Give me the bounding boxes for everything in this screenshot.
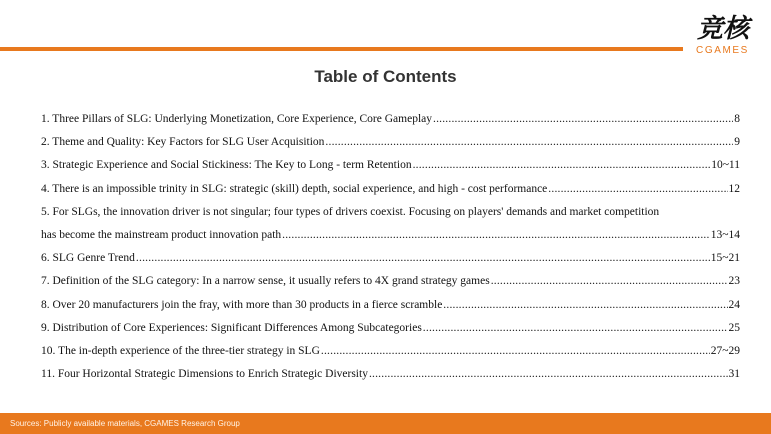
logo-english-text: CGAMES xyxy=(696,45,749,56)
toc-leader-dots xyxy=(491,270,728,293)
toc-entry-page: 8 xyxy=(734,113,740,125)
toc-entry-title: 2. Theme and Quality: Key Factors for SLG User Acquisition xyxy=(41,136,325,149)
toc-entry[interactable] xyxy=(41,270,740,293)
toc-entry[interactable] xyxy=(41,294,740,317)
toc-entry-page: 31 xyxy=(728,368,740,381)
toc-leader-dots xyxy=(548,178,727,201)
toc-entry[interactable] xyxy=(41,340,740,363)
toc-entry-page: 23 xyxy=(728,275,740,288)
header-rule xyxy=(0,47,683,51)
toc-list xyxy=(41,108,740,386)
toc-entry[interactable] xyxy=(41,247,740,270)
toc-entry-page: 27~29 xyxy=(710,344,740,357)
page-title: Table of Contents xyxy=(314,67,457,86)
footer-sources: Sources: Publicly available materials, CGAMES Research Group xyxy=(10,419,240,428)
toc-entry-title: 7. Definition of the SLG category: In a narrow sense, it usually refers to 4X grand strategy games xyxy=(41,275,490,288)
toc-entry-title: 9. Distribution of Core Experiences: Significant Differences Among Subcategories xyxy=(41,321,422,334)
toc-entry[interactable] xyxy=(41,317,740,340)
toc-entry-title-line1: 5. For SLGs, the innovation driver is not singular; four types of drivers coexist. Focusing on players' demands and market competition xyxy=(41,205,660,218)
toc-entry[interactable] xyxy=(41,178,740,201)
toc-entry-title: 10. The in-depth experience of the three-tier strategy in SLG xyxy=(41,344,320,357)
toc-leader-dots xyxy=(282,224,710,247)
toc-leader-dots xyxy=(423,317,728,340)
logo-chinese-text: 竞核 xyxy=(697,14,750,44)
toc-entry[interactable] xyxy=(41,154,740,177)
toc-entry[interactable] xyxy=(41,108,740,131)
toc-entry-title-line2: has become the mainstream product innovation path xyxy=(41,228,282,241)
toc-leader-dots xyxy=(321,340,710,363)
toc-entry-page: 15~21 xyxy=(710,252,740,265)
toc-entry-page: 10~11 xyxy=(711,159,740,172)
toc-leader-dots xyxy=(325,131,733,154)
toc-entry-title: 4. There is an impossible trinity in SLG: strategic (skill) depth, social experience, and high - cost performance xyxy=(41,182,548,195)
toc-entry[interactable] xyxy=(41,363,740,386)
toc-entry-title: 11. Four Horizontal Strategic Dimensions to Enrich Strategic Diversity xyxy=(41,368,368,381)
toc-entry[interactable] xyxy=(41,131,740,154)
toc-entry-page: 25 xyxy=(728,321,740,334)
toc-leader-dots xyxy=(443,294,727,317)
toc-entry-page: 24 xyxy=(728,298,740,311)
toc-leader-dots xyxy=(369,363,728,386)
toc-entry-page: 12 xyxy=(728,182,740,195)
toc-leader-dots xyxy=(413,154,711,177)
toc-entry-title: 1. Three Pillars of SLG: Underlying Monetization, Core Experience, Core Gameplay xyxy=(41,113,432,125)
toc-entry-title: 6. SLG Genre Trend xyxy=(41,252,135,265)
toc-entry-title: 3. Strategic Experience and Social Stickiness: The Key to Long - term Retention xyxy=(41,159,412,172)
toc-entry-page: 13~14 xyxy=(710,228,740,241)
toc-leader-dots xyxy=(136,247,710,270)
toc-entry-page: 9 xyxy=(734,136,740,149)
footer-bar xyxy=(0,413,771,434)
toc-entry[interactable] xyxy=(41,201,740,247)
toc-leader-dots xyxy=(433,108,733,131)
toc-entry-title: 8. Over 20 manufacturers join the fray, with more than 30 products in a fierce scramble xyxy=(41,298,443,311)
